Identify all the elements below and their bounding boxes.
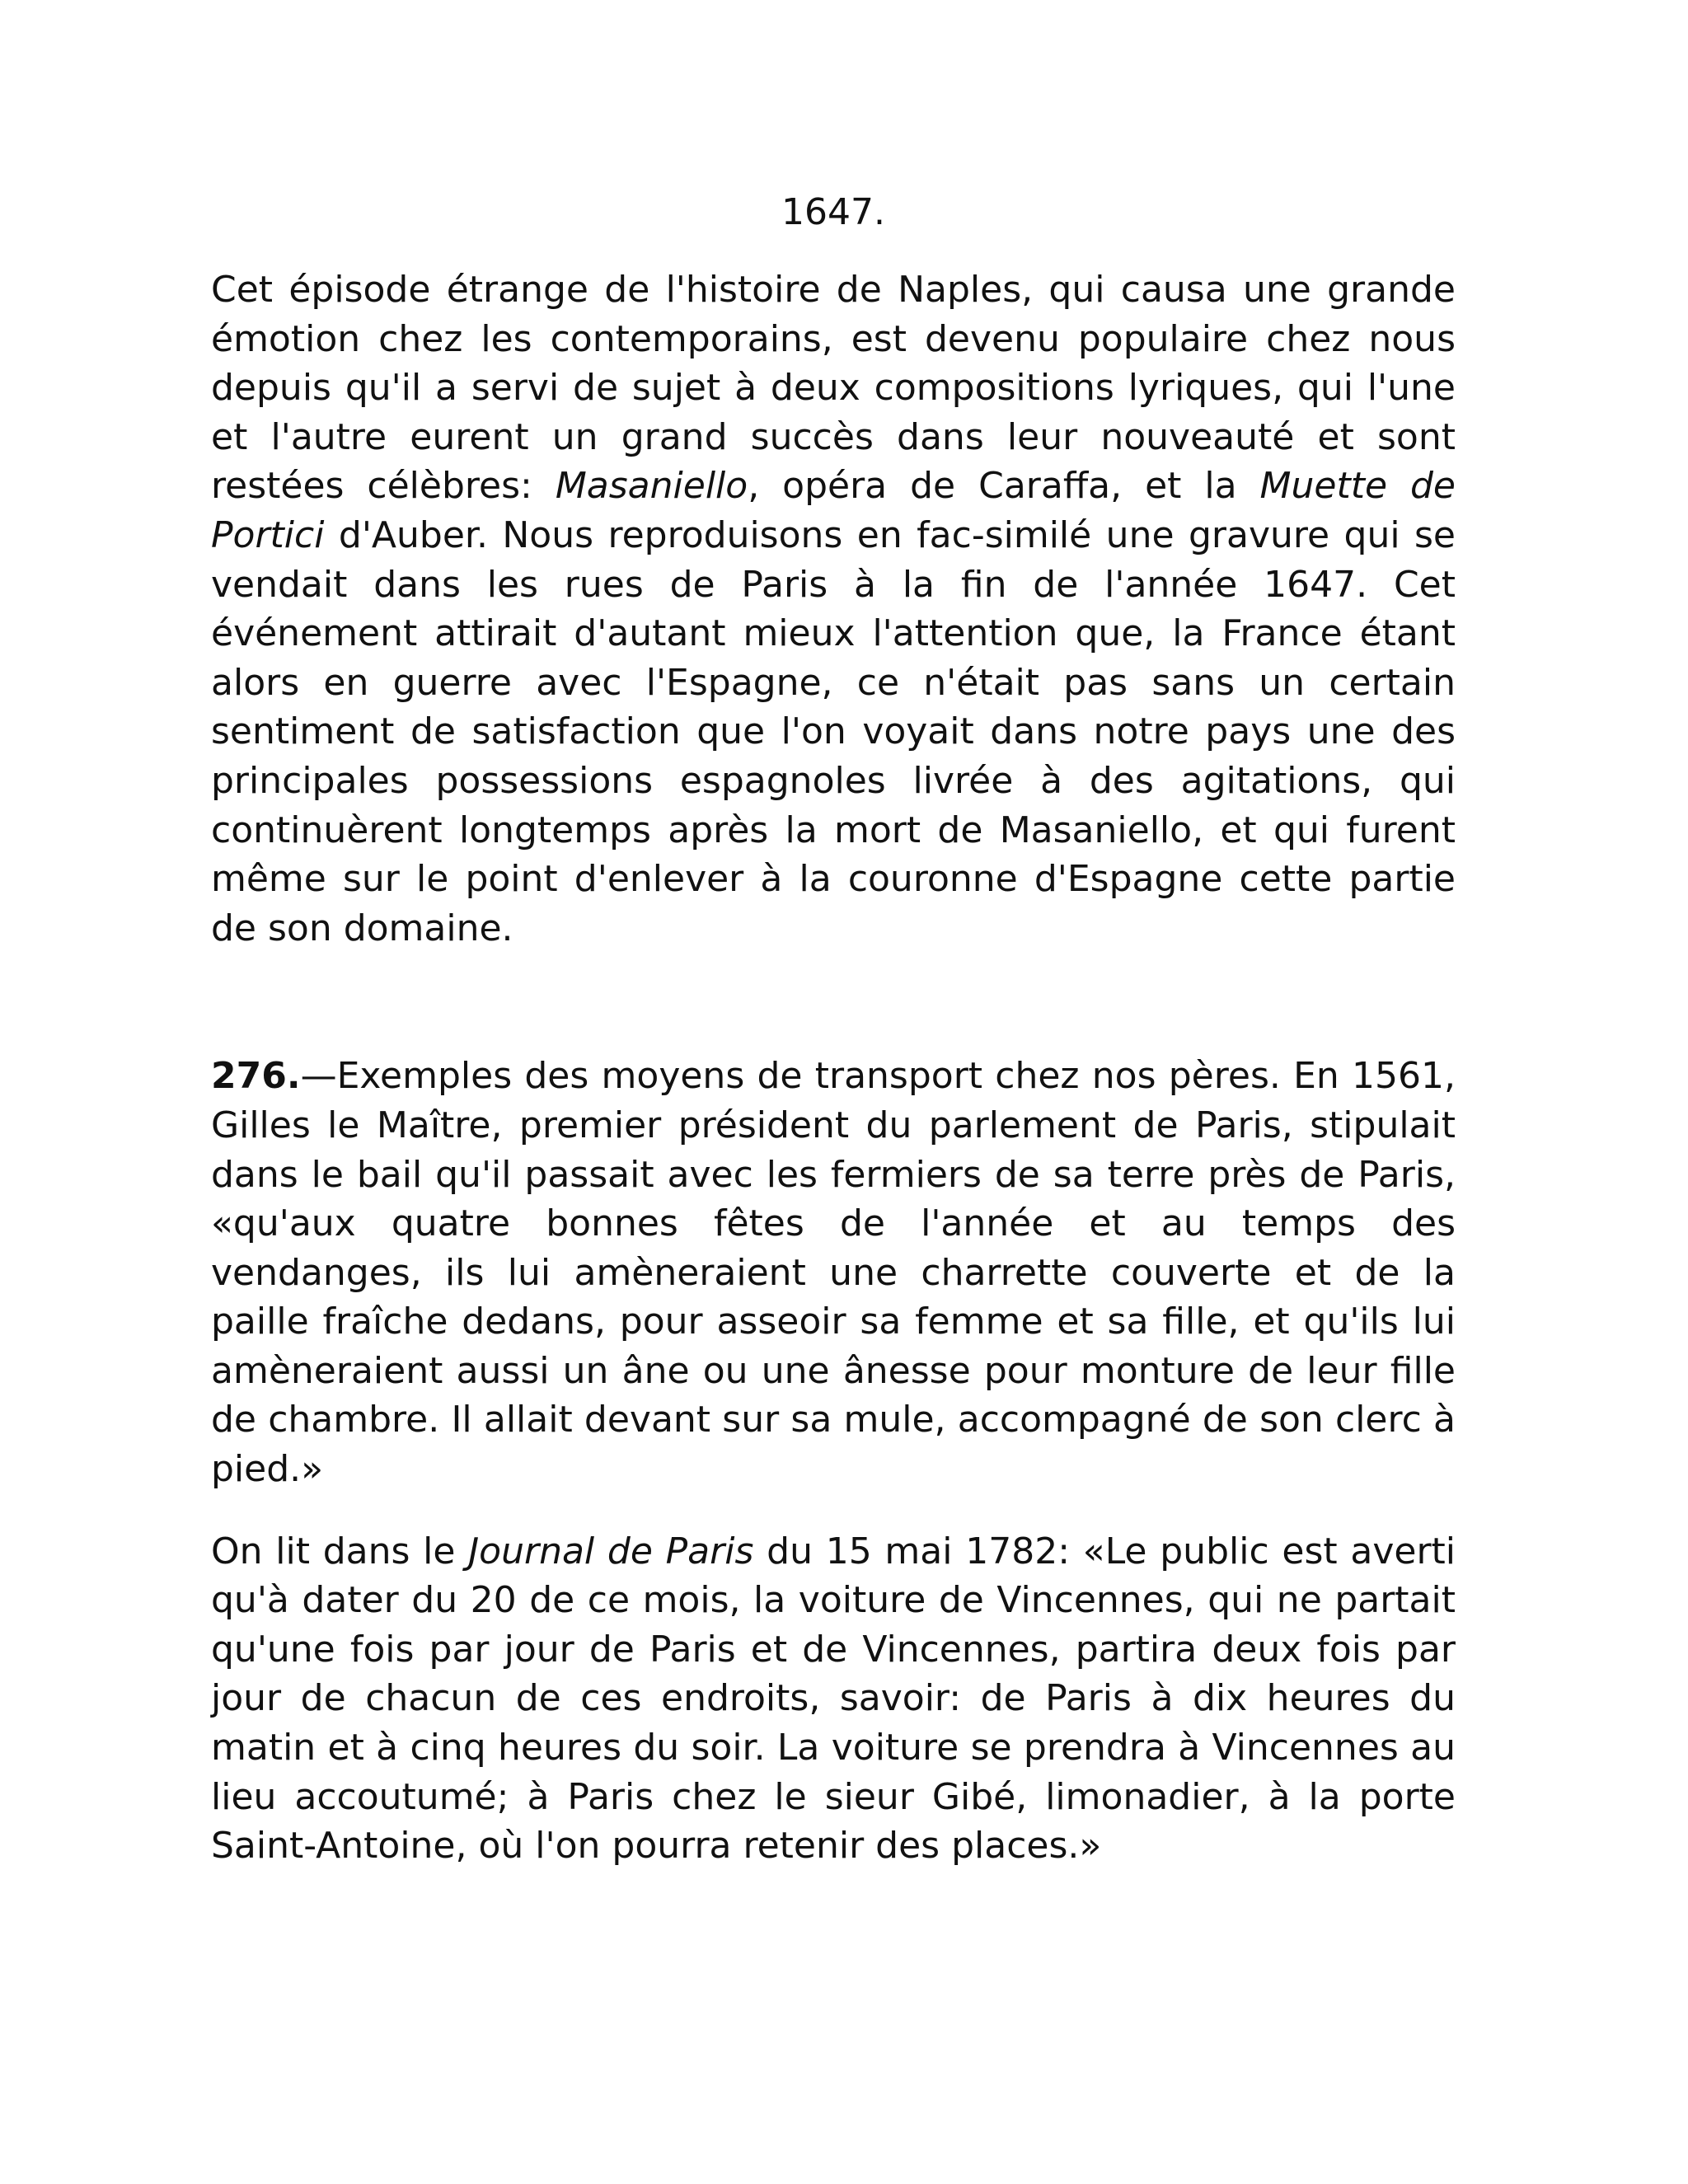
paragraph-3-text-b: du 15 mai 1782: «Le public est averti qu'à dater du 20 de ce mois, la voiture de Vincennes, qui ne partait qu'une fois par jour de Paris et de Vincennes, partira deux fois par jour de chacun de ces endroits, savoir: de Paris à dix heures du matin et à cinq heures du soir. La voiture se prendra à Vincennes au lieu accoutumé; à Paris chez le sieur Gibé, limonadier, à la porte Saint-Antoine, où l'on pourra retenir des places.» <box>211 1530 1456 1868</box>
title-masaniello: Masaniello <box>555 465 748 508</box>
section-276 <box>211 1052 1456 1493</box>
paragraph-journal-de-paris <box>211 1527 1456 1871</box>
paragraph-masaniello <box>211 265 1456 953</box>
section-number: 276. <box>211 1055 301 1098</box>
title-journal-de-paris: Journal de Paris <box>468 1530 754 1572</box>
paragraph-1-text-a: Cet épisode étrange de l'histoire de Naples, qui causa une grande émotion chez les contemporains, est devenu populaire chez nous depuis qu'il a servi de sujet à deux compositions lyriques, qui l'une et l'autre eurent un grand succès dans leur nouveauté et sont restées célèbres: <box>211 269 1456 508</box>
paragraph-3-text-a: On lit dans le <box>211 1530 469 1572</box>
paragraph-1-text-c: d'Auber. Nous reproduisons en fac-similé une gravure qui se vendait dans les rues de Paris à la fin de l'année 1647. Cet événement attirait d'autant mieux l'attention que, la France étant alors en guerre avec l'Espagne, ce n'était pas sans un certain sentiment de satisfaction que l'on voyait dans notre pays une des principales possessions espagnoles livrée à des agitations, qui continuèrent longtemps après la mort de Masaniello, et qui furent même sur le point d'enlever à la couronne d'Espagne cette partie de son domaine. <box>211 513 1456 949</box>
title-muette-de-portici: Muette de Portici <box>211 465 1456 556</box>
paragraph-1-text-b: , opéra de Caraffa, et la <box>748 465 1260 508</box>
date-heading: 1647. <box>781 191 885 233</box>
document-page <box>211 188 1456 1871</box>
section-276-text: —Exemples des moyens de transport chez nos pères. En 1561, Gilles le Maître, premier président du parlement de Paris, stipulait dans le bail qu'il passait avec les fermiers de sa terre près de Paris, «qu'aux quatre bonnes fêtes de l'année et au temps des vendanges, ils lui amèneraient une charrette couverte et de la paille fraîche dedans, pour asseoir sa femme et sa fille, et qu'ils lui amèneraient aussi un âne ou une ânesse pour monture de leur fille de chambre. Il allait devant sur sa mule, accompagné de son clerc à pied.» <box>211 1055 1456 1491</box>
